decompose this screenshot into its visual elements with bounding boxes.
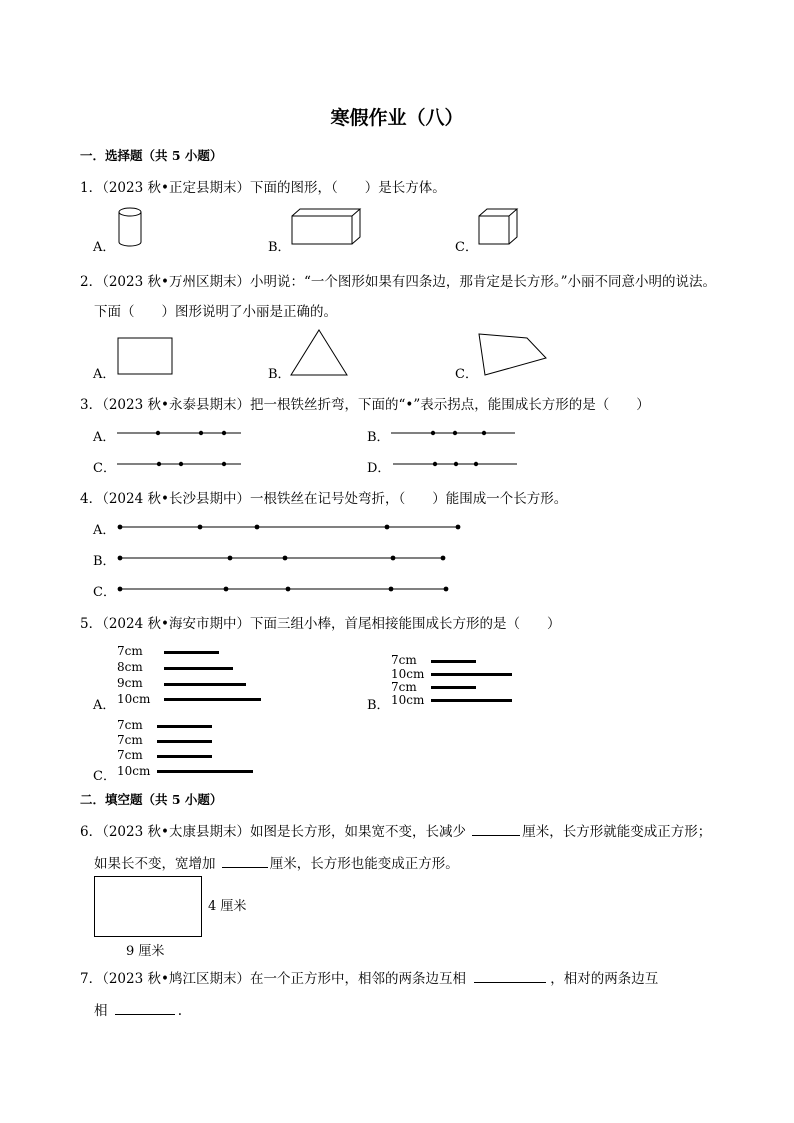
q7-blank-1[interactable] (474, 968, 546, 983)
q5a-stick-label-2: 8cm (117, 660, 143, 674)
q5a-stick-4 (164, 698, 261, 701)
q4-option-c-label[interactable]: C． (93, 585, 116, 600)
q3-wire-c (117, 459, 243, 469)
q5-option-b-label[interactable]: B． (367, 698, 390, 713)
q2-option-a-label[interactable]: A． (93, 367, 116, 382)
question-6-text-line2 (94, 852, 459, 872)
q3-option-d-label[interactable]: D． (367, 461, 391, 476)
question-1-text: 1．（2023 秋•正定县期末）下面的图形，（ ）是长方体。 (80, 180, 446, 196)
q2-option-b-label[interactable]: B． (268, 367, 291, 382)
q5b-stick-label-3: 7cm (391, 680, 417, 694)
q1-option-c-label[interactable]: C． (455, 240, 478, 255)
q5c-stick-2 (157, 740, 212, 743)
cuboid-icon (291, 208, 363, 248)
q5b-stick-1 (431, 660, 476, 663)
q4-wire-a (118, 522, 462, 532)
q7-line2-part1: 相 (94, 1003, 108, 1019)
triangle-icon (290, 329, 350, 377)
q4-option-b-label[interactable]: B． (93, 554, 116, 569)
q6-rectangle-figure (94, 876, 202, 937)
q6-blank-1[interactable] (472, 821, 520, 836)
q6-line1-part2: 厘米，长方形就能变成正方形； (522, 824, 712, 840)
q1-option-a-label[interactable]: A． (93, 240, 116, 255)
section-heading-choice: 一．选择题（共 5 小题） (80, 148, 223, 163)
q4-option-a-label[interactable]: A． (93, 523, 116, 538)
q5-option-a-label[interactable]: A． (93, 698, 116, 713)
q5b-stick-3 (431, 686, 476, 689)
q5b-stick-2 (431, 673, 512, 676)
q5a-stick-2 (164, 667, 233, 670)
q6-length-label: 9 厘米 (126, 944, 165, 959)
q5c-stick-label-4: 10cm (117, 764, 151, 778)
question-5-text: 5．（2024 秋•海安市期中）下面三组小棒，首尾相接能围成长方形的是（ ） (80, 616, 561, 632)
q5a-stick-1 (164, 651, 219, 654)
q5b-stick-label-4: 10cm (391, 693, 425, 707)
question-7-text-line2 (94, 999, 182, 1019)
q3-option-a-label[interactable]: A． (93, 430, 116, 445)
question-2-text-line2: 下面（ ）图形说明了小丽是正确的。 (94, 304, 337, 320)
q7-blank-2[interactable] (115, 1000, 175, 1015)
q6-blank-2[interactable] (222, 853, 268, 868)
q3-option-c-label[interactable]: C． (93, 461, 116, 476)
q3-wire-a (117, 428, 243, 438)
q5c-stick-label-2: 7cm (117, 733, 143, 747)
cylinder-icon (117, 207, 147, 249)
q6-line2-part1: 如果长不变，宽增加 (94, 856, 216, 872)
q5c-stick-1 (157, 725, 212, 728)
q5a-stick-label-3: 9cm (117, 676, 143, 690)
q5a-stick-3 (164, 683, 246, 686)
q3-option-b-label[interactable]: B． (367, 430, 390, 445)
q5a-stick-label-1: 7cm (117, 644, 143, 658)
question-7-text-line1 (80, 967, 658, 987)
q7-line1-part1: 7．（2023 秋•鸠江区期末）在一个正方形中，相邻的两条边互相 (80, 971, 466, 987)
trapezoid-icon (477, 333, 549, 377)
question-4-text: 4．（2024 秋•长沙县期中）一根铁丝在记号处弯折，（ ）能围成一个长方形。 (80, 491, 568, 507)
q6-width-label: 4 厘米 (208, 899, 247, 914)
question-3-text: 3．（2023 秋•永泰县期末）把一根铁丝折弯，下面的“•”表示拐点，能围成长方形的是（ ） (80, 397, 650, 413)
q4-wire-b (118, 553, 448, 563)
q5c-stick-3 (157, 755, 212, 758)
question-6-text-line1 (80, 820, 711, 840)
q5a-stick-label-4: 10cm (117, 692, 151, 706)
cube-icon (478, 208, 522, 248)
q5b-stick-4 (431, 699, 512, 702)
rectangle-icon (117, 337, 175, 377)
q1-option-b-label[interactable]: B． (268, 240, 291, 255)
q5-option-c-label[interactable]: C． (93, 769, 116, 784)
q6-line1-part1: 6．（2023 秋•太康县期末）如图是长方形，如果宽不变，长减少 (80, 824, 466, 840)
q6-line2-part2: 厘米，长方形也能变成正方形。 (269, 856, 459, 872)
q5c-stick-label-3: 7cm (117, 748, 143, 762)
q5c-stick-4 (157, 770, 253, 773)
q5c-stick-label-1: 7cm (117, 718, 143, 732)
q2-option-c-label[interactable]: C． (455, 367, 478, 382)
q7-line2-part2: . (177, 1003, 183, 1019)
section-heading-fill-blank: 二．填空题（共 5 小题） (80, 792, 223, 807)
page-title: 寒假作业（八） (330, 107, 464, 129)
q3-wire-b (391, 428, 517, 438)
q3-wire-d (393, 459, 519, 469)
question-2-text-line1: 2．（2023 秋•万州区期末）小明说：“一个图形如果有四条边，那肯定是长方形。”小丽不同意小明的说法。 (80, 274, 717, 290)
q7-line1-part2: ，相对的两条边互 (550, 971, 659, 987)
q4-wire-c (118, 584, 452, 594)
q5b-stick-label-1: 7cm (391, 653, 417, 667)
q5b-stick-label-2: 10cm (391, 667, 425, 681)
